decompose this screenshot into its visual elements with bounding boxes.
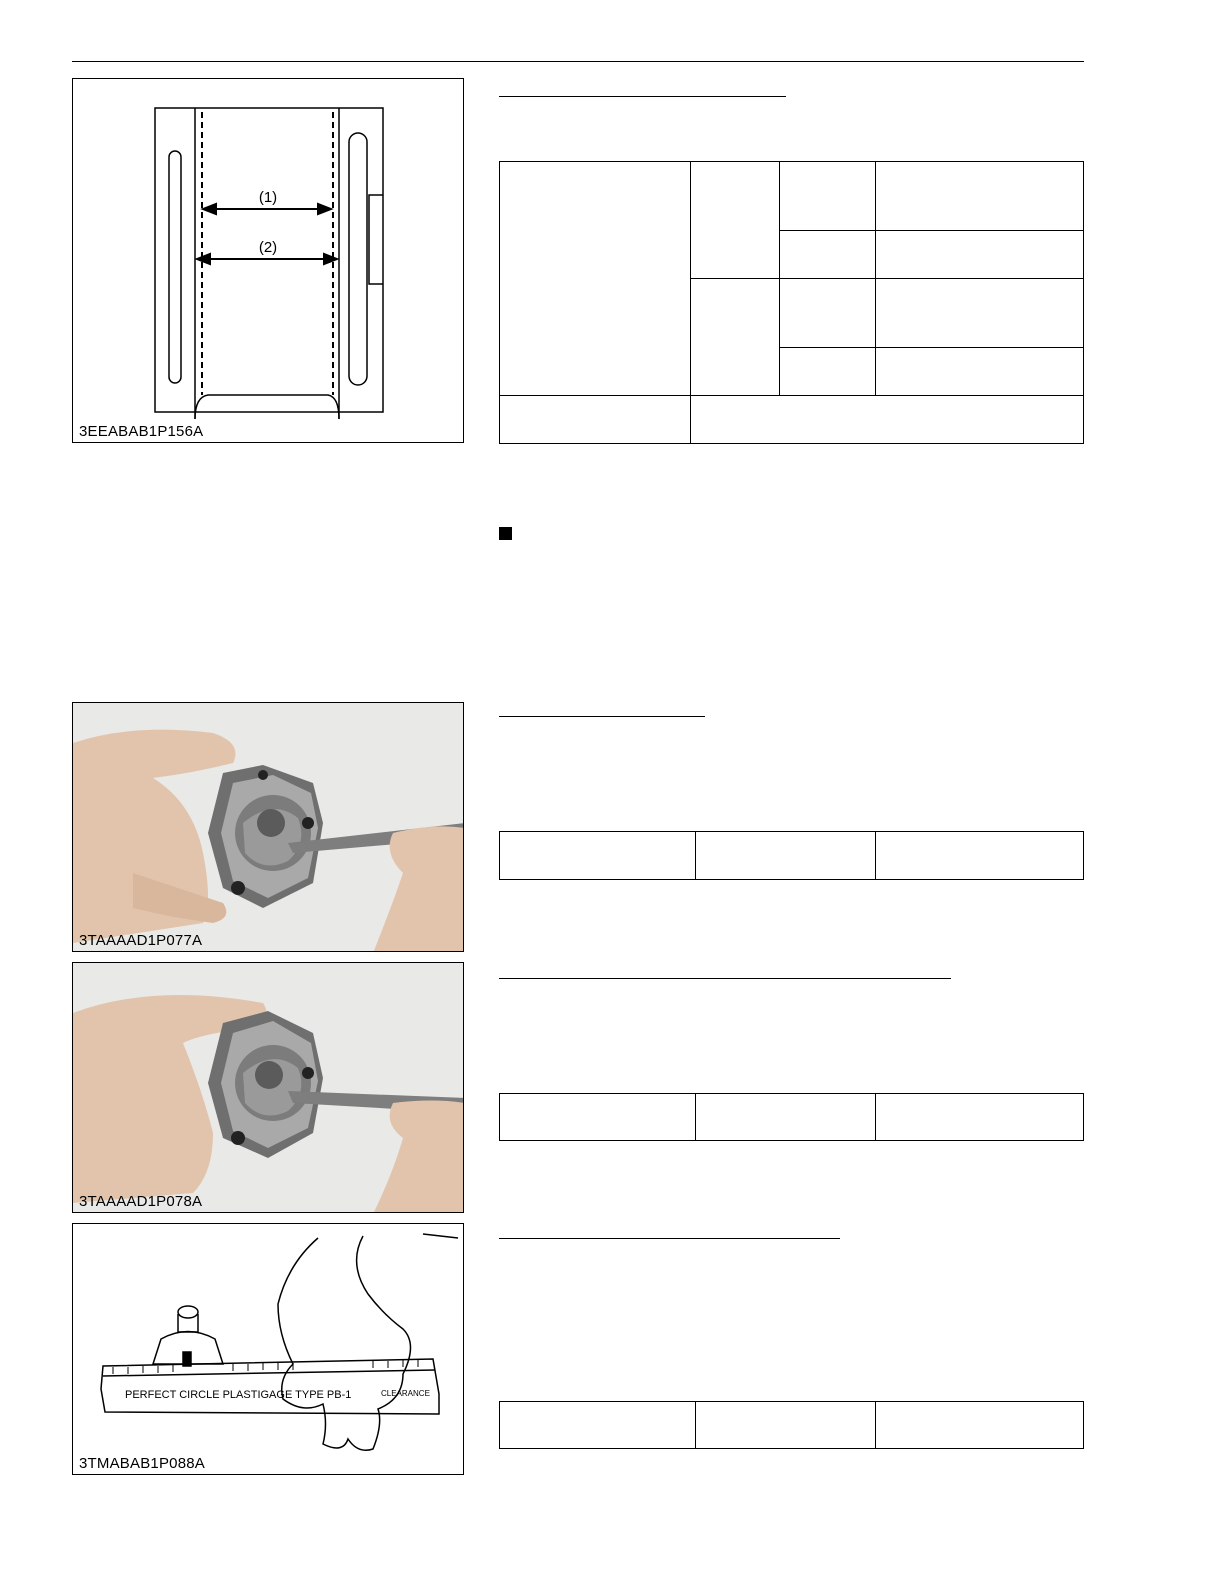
table-cell (876, 279, 1084, 348)
figure-caption: 3TMABAB1P088A (79, 1455, 205, 1472)
plastigage-clearance-label: CLEARANCE (381, 1389, 430, 1398)
plastigage-figure (72, 1223, 464, 1475)
section-heading-rule (499, 978, 951, 979)
table-cell (500, 162, 691, 396)
table-cell (500, 396, 691, 444)
table-cell (691, 279, 780, 396)
figure-caption: 3EEABAB1P156A (79, 423, 204, 440)
section-bullet (499, 527, 512, 540)
dimension-label-1: (1) (258, 189, 278, 206)
table-cell (696, 1402, 876, 1449)
table-cell (876, 348, 1084, 396)
table-cell (780, 231, 876, 279)
table-cell (500, 1094, 696, 1141)
plastigage-illustration (73, 1224, 464, 1475)
table-cell (780, 279, 876, 348)
dimension-label-2: (2) (258, 239, 278, 256)
table-cell (500, 1402, 696, 1449)
bearing-diagram-figure (72, 78, 464, 443)
table-cell (876, 162, 1084, 231)
table-cell (780, 348, 876, 396)
section-heading-rule (499, 716, 705, 717)
pump-clearance-photo-2 (72, 962, 464, 1213)
spec-table (499, 831, 1084, 880)
spec-table (499, 1093, 1084, 1141)
table-cell (696, 1094, 876, 1141)
table-cell (876, 1094, 1084, 1141)
table-cell (500, 832, 696, 880)
figure-caption: 3TAAAAD1P078A (79, 1193, 203, 1210)
table-cell (696, 832, 876, 880)
pump-photo-illustration (73, 963, 464, 1213)
spec-table (499, 1401, 1084, 1449)
table-cell (876, 832, 1084, 880)
table-cell (691, 162, 780, 279)
bearing-diagram (73, 79, 464, 443)
pump-photo-illustration (73, 703, 464, 952)
plastigage-strip-text: PERFECT CIRCLE PLASTIGAGE TYPE PB-1 (125, 1389, 352, 1401)
table-cell (876, 1402, 1084, 1449)
figure-caption: 3TAAAAD1P077A (79, 932, 203, 949)
section-heading-rule (499, 96, 786, 97)
bearing-spec-table (499, 161, 1084, 444)
table-cell (876, 231, 1084, 279)
pump-clearance-photo-1 (72, 702, 464, 952)
top-rule (72, 61, 1084, 62)
table-cell (691, 396, 1084, 444)
section-heading-rule (499, 1238, 840, 1239)
table-cell (780, 162, 876, 231)
